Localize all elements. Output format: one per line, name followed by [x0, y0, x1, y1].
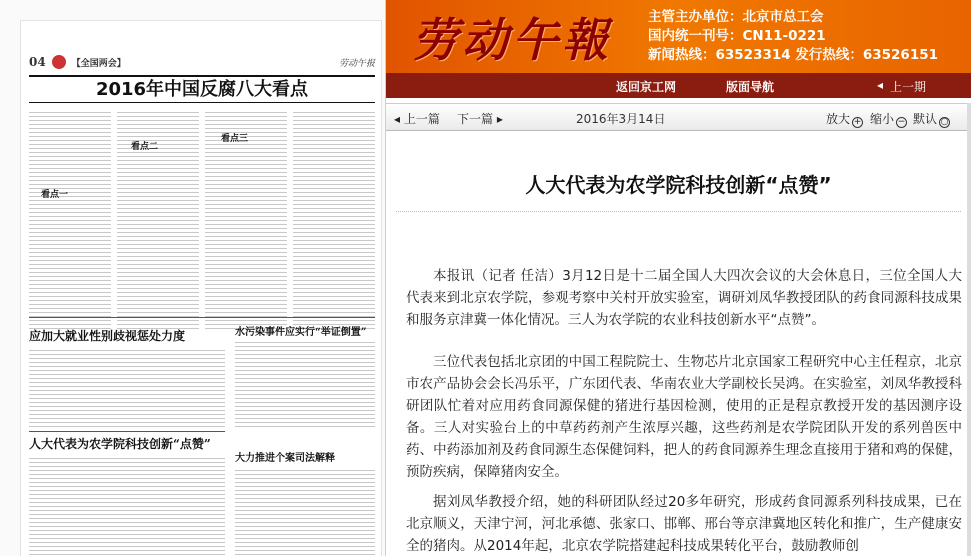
page-topline	[29, 45, 375, 51]
subhead: 看点二	[131, 142, 159, 152]
issn-text: 国内统一刊号：CN11-0221	[648, 28, 826, 44]
zoom-in-button[interactable]	[826, 110, 863, 128]
zoom-in-label: 放大	[826, 112, 851, 126]
text-column	[29, 109, 111, 329]
article-toolbar	[386, 103, 971, 131]
prev-issue-link[interactable]: 上一期	[890, 80, 927, 94]
newspaper-page-thumbnail[interactable]	[0, 0, 386, 556]
next-article-link[interactable]	[457, 110, 503, 127]
nav-bar	[386, 73, 971, 98]
page-section: 【全国两会】	[71, 58, 126, 69]
masthead-info	[648, 8, 938, 65]
next-article-label: 下一篇	[457, 112, 494, 126]
issue-date: 2016年3月14日	[576, 112, 666, 126]
page-header	[29, 53, 375, 71]
emblem-icon	[52, 55, 66, 69]
zoom-out-label: 缩小	[870, 112, 895, 126]
divider	[29, 317, 375, 318]
arrow-left-icon: ◂	[394, 112, 401, 126]
newspaper-page	[20, 20, 382, 556]
story-text	[29, 455, 225, 556]
newspaper-logo: 劳动午報	[412, 13, 612, 67]
page-columns	[29, 109, 375, 329]
small-logo: 劳动午报	[338, 58, 375, 69]
story-title[interactable]: 水污染事件应实行“举证倒置”	[235, 327, 367, 338]
article-title: 人大代表为农学院科技创新“点赞”	[525, 173, 832, 197]
text-column	[293, 109, 375, 329]
hotline-text: 新闻热线：63523314 发行热线：63526151	[648, 47, 938, 63]
sponsor-text: 主管主办单位：北京市总工会	[648, 9, 824, 25]
article-paragraph: 据刘凤华教授介绍，她的科研团队经过20多年研究，形成药食同源系列科技成果，已在北京顺义，天津宁河，河北承德、张家口、邯郸、邢台等京津冀地区转化和推广，生产健康安全的猪肉。从2014年起，北京农学院搭建起科技成果转化平台，鼓励教师创	[406, 494, 962, 554]
reset-icon: ○	[940, 117, 949, 127]
story-title[interactable]: 应加大就业性别歧视惩处力度	[29, 329, 186, 343]
article-paragraph: 本报讯（记者 任洁）3月12日是十二届全国人大四次会议的大会休息日，三位全国人大代表来到北京农学院，参观考察中关村开放实验室，调研刘凤华教授团队的药食同源科技成果和服务京津冀一体化情况。三人为农学院的农业科技创新水平“点赞”。	[406, 268, 962, 328]
article-paragraph: 三位代表包括北京团的中国工程院院士、生物芯片北京国家工程研究中心主任程京，北京市农产品协会会长冯乐平，广东团代表、华南农业大学副校长吴鸿。在实验室，刘凤华教授科研团队忙着对应用药食同源保健的猪进行基因检测，使用的正是程京教授开发的基因测序设备。三人对实验台上的中草药药剂产生浓厚兴趣，这些药剂是农学院团队开发的系列兽医中药、中药添加剂及药食同源生态保健饲料，把人的药食同源养生理念直接用于猪和鸡的保健，预防疾病，保障猪肉安全。	[406, 354, 962, 480]
back-home-link[interactable]: 返回京工网	[616, 80, 677, 94]
divider	[29, 431, 225, 432]
page-number: 04	[29, 55, 46, 69]
story-title[interactable]: 大力推进个案司法解释	[235, 453, 335, 464]
page-guide-link[interactable]: 版面导航	[726, 80, 775, 94]
title-divider	[396, 211, 961, 212]
article	[386, 131, 971, 556]
prev-issue-arrow-icon[interactable]: ◂	[877, 78, 884, 92]
subhead: 看点三	[221, 134, 249, 144]
minus-icon: −	[897, 117, 906, 127]
masthead	[386, 0, 971, 73]
prev-article-link[interactable]	[394, 110, 440, 127]
vertical-scrollbar[interactable]	[967, 103, 971, 556]
page-headline[interactable]: 2016年中国反腐八大看点	[29, 75, 375, 103]
story-title[interactable]: 人大代表为农学院科技创新“点赞”	[29, 437, 211, 451]
zoom-out-button[interactable]	[870, 110, 907, 128]
story-text	[29, 347, 225, 427]
plus-icon: +	[853, 117, 862, 127]
subhead: 看点一	[41, 190, 69, 200]
zoom-default-button[interactable]	[913, 110, 950, 128]
story-text	[235, 467, 375, 556]
arrow-right-icon: ▸	[496, 112, 503, 126]
prev-article-label: 上一篇	[403, 112, 440, 126]
zoom-default-label: 默认	[913, 112, 938, 126]
story-text	[235, 339, 375, 429]
